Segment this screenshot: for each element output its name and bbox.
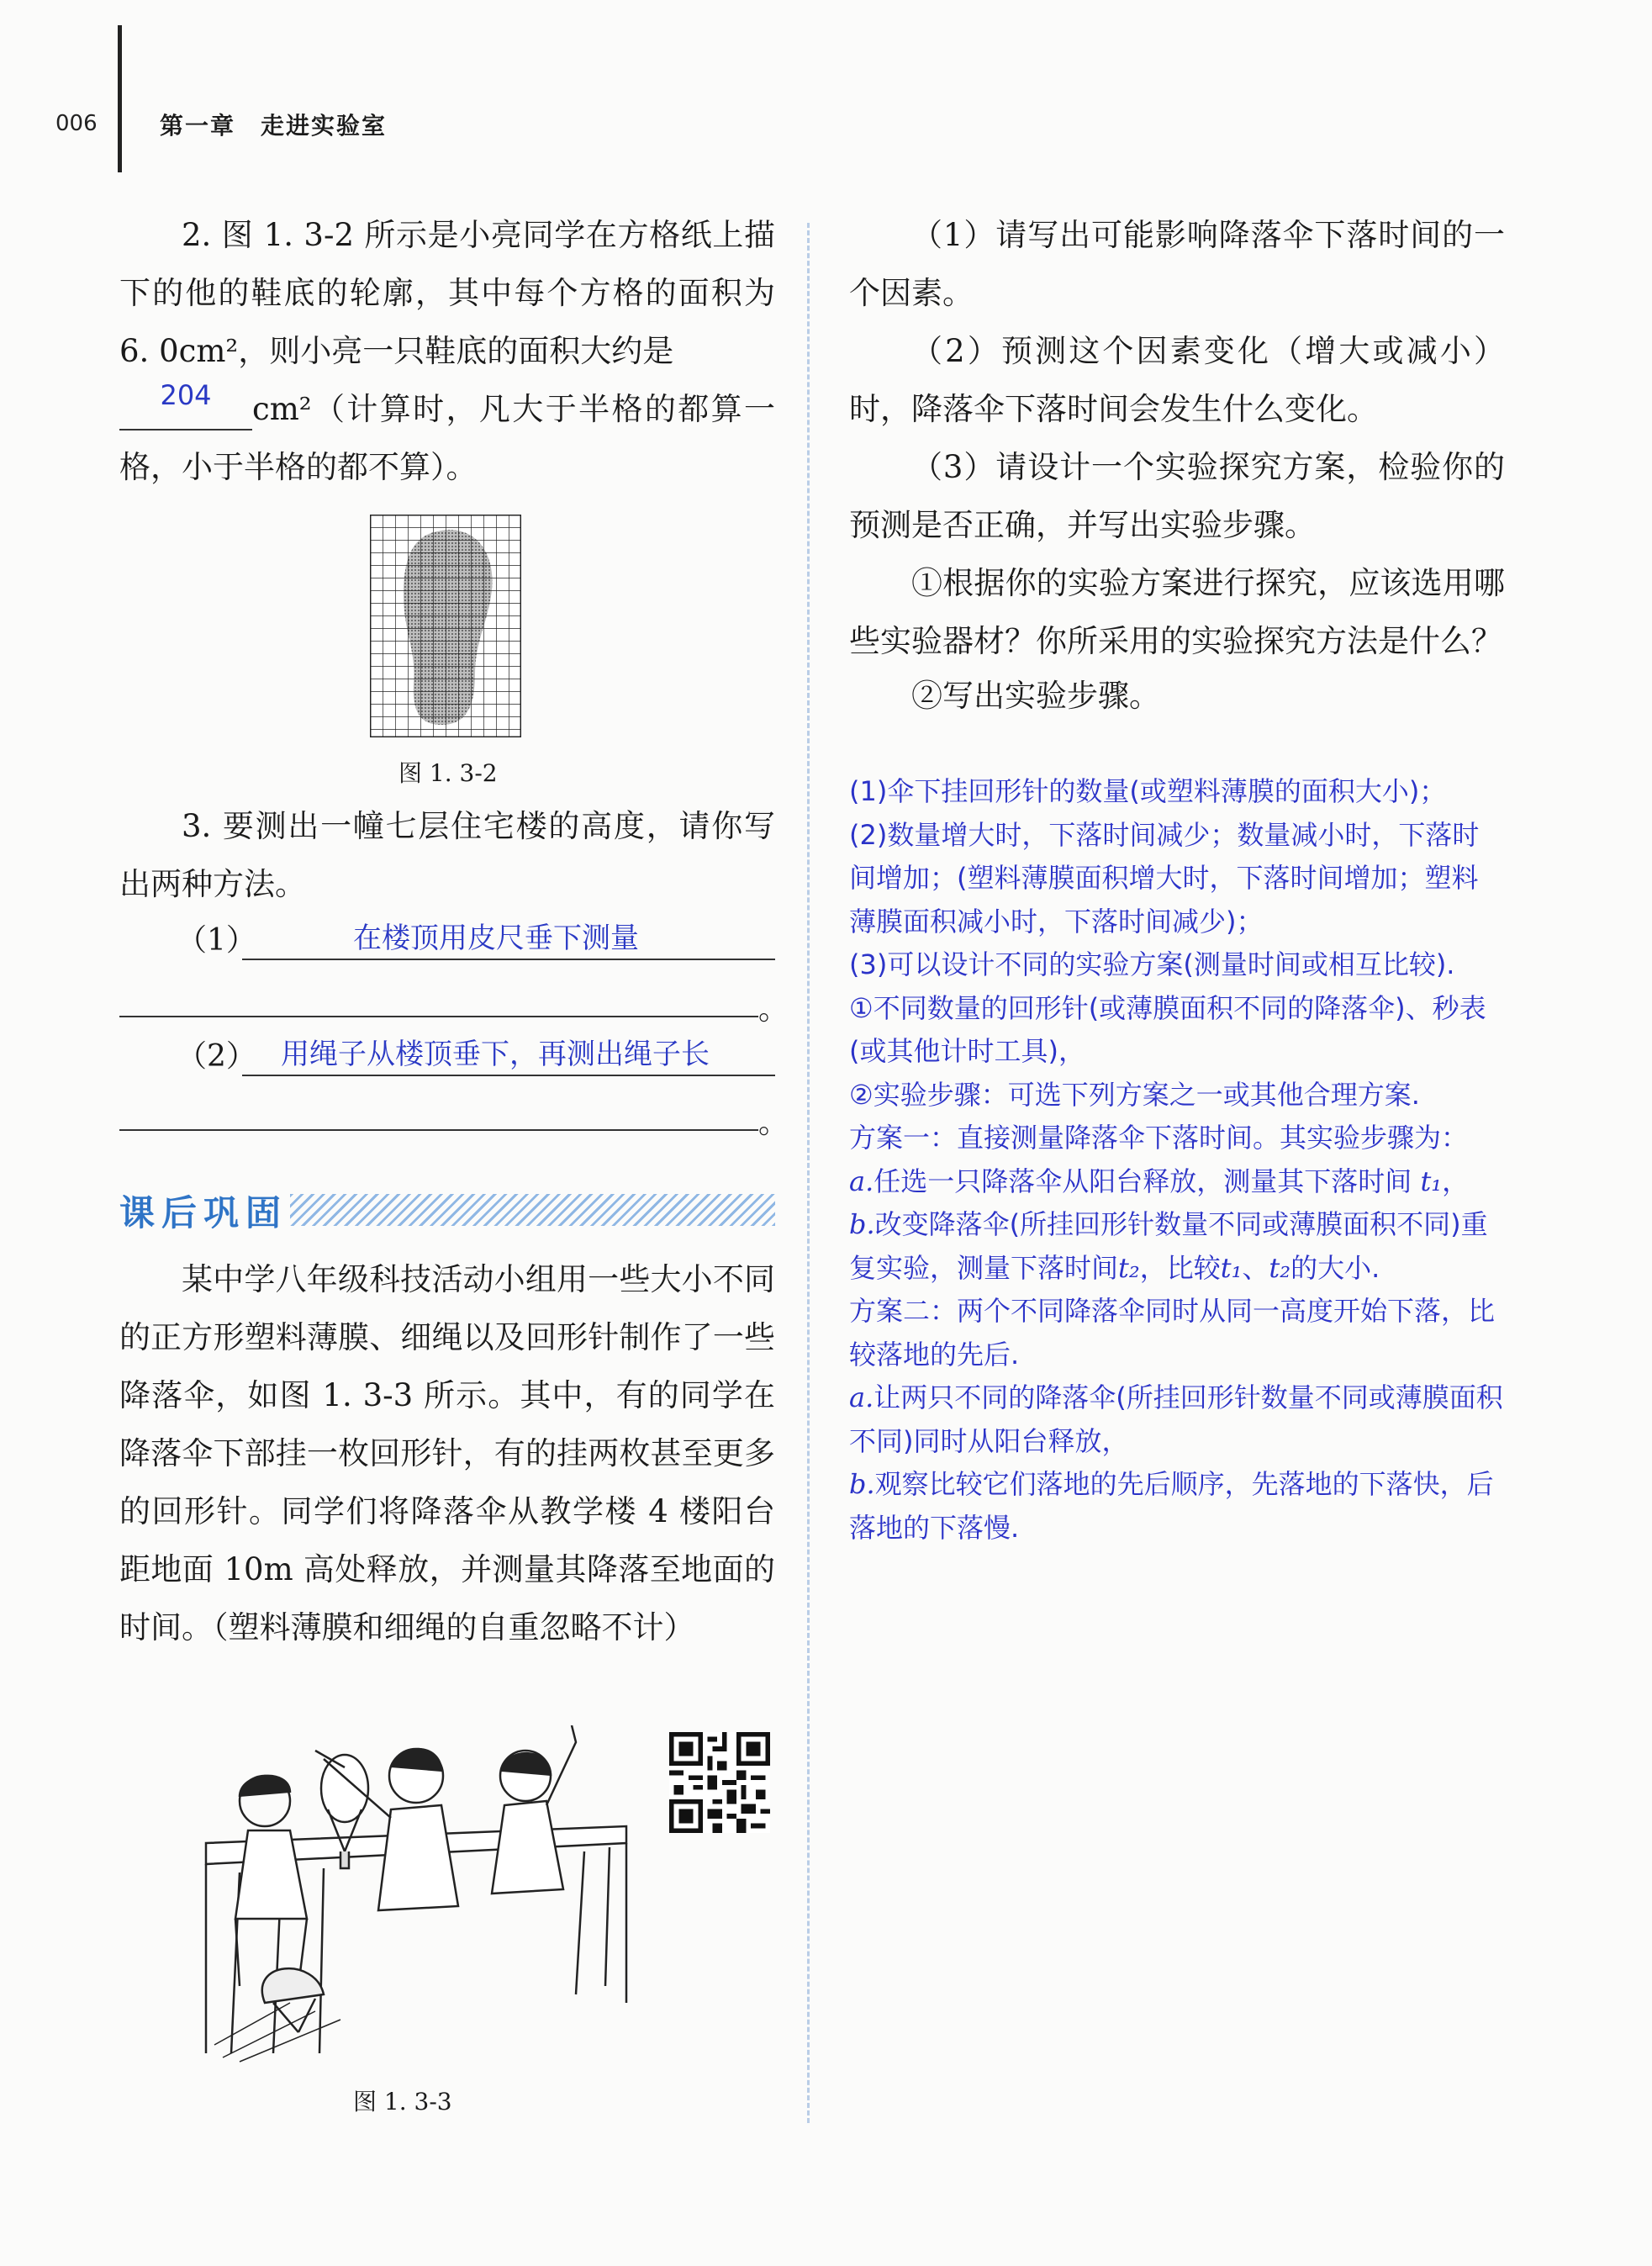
answer-step-b2	[849, 1463, 1505, 1550]
subquestion-1: （1）请写出可能影响降落伞下落时间的一个因素。	[849, 217, 1505, 311]
variable-t2: t₂	[1269, 1251, 1291, 1284]
column-divider	[807, 223, 810, 2123]
figure-caption-1-3-3: 图 1. 3-3	[353, 2088, 452, 2115]
chapter-title: 第一章 走进实验室	[160, 112, 388, 140]
answer-line-6: 方案一：直接测量降落伞下落时间。其实验步骤为：	[849, 1122, 1469, 1154]
question-3	[119, 797, 775, 913]
step-text: 观察比较它们落地的先后顺序，先落地的下落快，后落地的下落慢.	[849, 1468, 1494, 1544]
handwritten-answer-2: 用绳子从楼顶垂下，再测出绳子长	[281, 1038, 710, 1071]
answer-line-8: 方案二：两个不同降落伞同时从同一高度开始下落，比较落地的先后.	[849, 1295, 1496, 1371]
handwritten-answer-204: 204	[160, 379, 212, 411]
step-text: 让两只不同的降落伞(所挂回形针数量不同或薄膜面积不同)同时从阳台释放，	[849, 1381, 1503, 1457]
answer-line-1: (1)伞下挂回形针的数量(或塑料薄膜的面积大小)；	[849, 775, 1447, 807]
parachute-subquestions	[849, 206, 1505, 721]
section-title: 课后巩固	[119, 1192, 288, 1233]
step-text: ，比较	[1139, 1251, 1221, 1284]
period-mark: 。	[758, 1106, 789, 1140]
answer-line	[242, 1075, 775, 1076]
step-text: 任选一只降落伞从阳台释放，测量其下落时间	[874, 1165, 1412, 1197]
step-marker: b.	[849, 1208, 875, 1240]
answer-blank	[119, 379, 252, 430]
qr-code-icon	[669, 1732, 770, 1833]
handwritten-answer-1: 在楼顶用皮尺垂下测量	[353, 922, 639, 955]
problem-text: 某中学八年级科技活动小组用一些大小不同的正方形塑料薄膜、细绳以及回形针制作了一些降落伞，如图 1. 3-3 所示。其中，有的同学在降落伞下部挂一枚回形针，有的挂两枚甚至更多的回形针。同学们将降落伞从教学楼 4 楼阳台距地面 10m 高处释放，并测量其降落至地面的时间。（塑料薄膜和细绳的自重忽略不计）	[119, 1261, 775, 1645]
step-marker: b.	[849, 1468, 875, 1500]
answer-line-2: (2)数量增大时，下落时间减少；数量减小时，下落时间增加；(塑料薄膜面积增大时，下落时间增加；塑料薄膜面积减小时，下落时间减少)；	[849, 818, 1480, 938]
step-punct: ，	[1442, 1165, 1470, 1197]
question-3-text: 3. 要测出一幢七层住宅楼的高度，请你写出两种方法。	[119, 808, 775, 902]
question-2-text-after: cm²（计算时，凡大于半格的都算一格，小于半格的都不算）。	[119, 391, 775, 485]
shoe-sole-grid-figure	[370, 515, 521, 737]
header-rule	[118, 25, 122, 172]
subquestion-3: （3）请设计一个实验探究方案，检验你的预测是否正确，并写出实验步骤。	[849, 449, 1505, 543]
step-marker: a.	[849, 1165, 874, 1197]
students-parachute-illustration	[189, 1725, 647, 2078]
answer-step-b1	[849, 1203, 1505, 1290]
question-2	[119, 206, 775, 496]
figure-caption-1-3-2: 图 1. 3-2	[398, 759, 498, 787]
subquestion-2: （2）预测这个因素变化（增大或减小）时，降落伞下落时间会发生什么变化。	[849, 333, 1505, 427]
answer-1-label: （1）	[177, 923, 256, 958]
answer-step-a2	[849, 1376, 1505, 1463]
answer-line	[119, 1129, 758, 1131]
page-number: 006	[55, 111, 98, 136]
subquestion-3a: ①根据你的实验方案进行探究，应该选用哪些实验器材？你所采用的实验探究方法是什么？	[849, 565, 1505, 659]
answer-line	[119, 1016, 758, 1017]
step-punct: 、	[1242, 1251, 1269, 1284]
answer-line-3: (3)可以设计不同的实验方案(测量时间或相互比较).	[849, 948, 1455, 980]
answer-line	[242, 959, 775, 960]
step-marker: a.	[849, 1381, 874, 1413]
step-text: 的大小.	[1290, 1251, 1380, 1284]
answer-line-5: ②实验步骤：可选下列方案之一或其他合理方案.	[849, 1078, 1420, 1111]
parachute-problem	[119, 1250, 775, 1656]
variable-t2: t₂	[1118, 1251, 1140, 1284]
variable-t1: t₁	[1420, 1165, 1443, 1197]
answer-step-a1	[849, 1160, 1505, 1204]
section-stripe-decoration	[290, 1194, 775, 1226]
variable-t1: t₁	[1220, 1251, 1243, 1284]
period-mark: 。	[758, 992, 789, 1027]
question-2-text: 2. 图 1. 3-2 所示是小亮同学在方格纸上描下的他的鞋底的轮廓，其中每个方格的面积为 6. 0cm²，则小亮一只鞋底的面积大约是	[119, 217, 775, 369]
answer-2-label: （2）	[177, 1039, 256, 1074]
subquestion-3b: ②写出实验步骤。	[911, 678, 1160, 714]
answer-key-text	[849, 770, 1505, 1550]
step-text: 改变降落伞(所挂回形针数量不同或薄膜面积不同)重复实验，测量下落时间	[849, 1208, 1488, 1284]
answer-line-4: ①不同数量的回形针(或薄膜面积不同的降落伞)、秒表(或其他计时工具)，	[849, 991, 1486, 1067]
